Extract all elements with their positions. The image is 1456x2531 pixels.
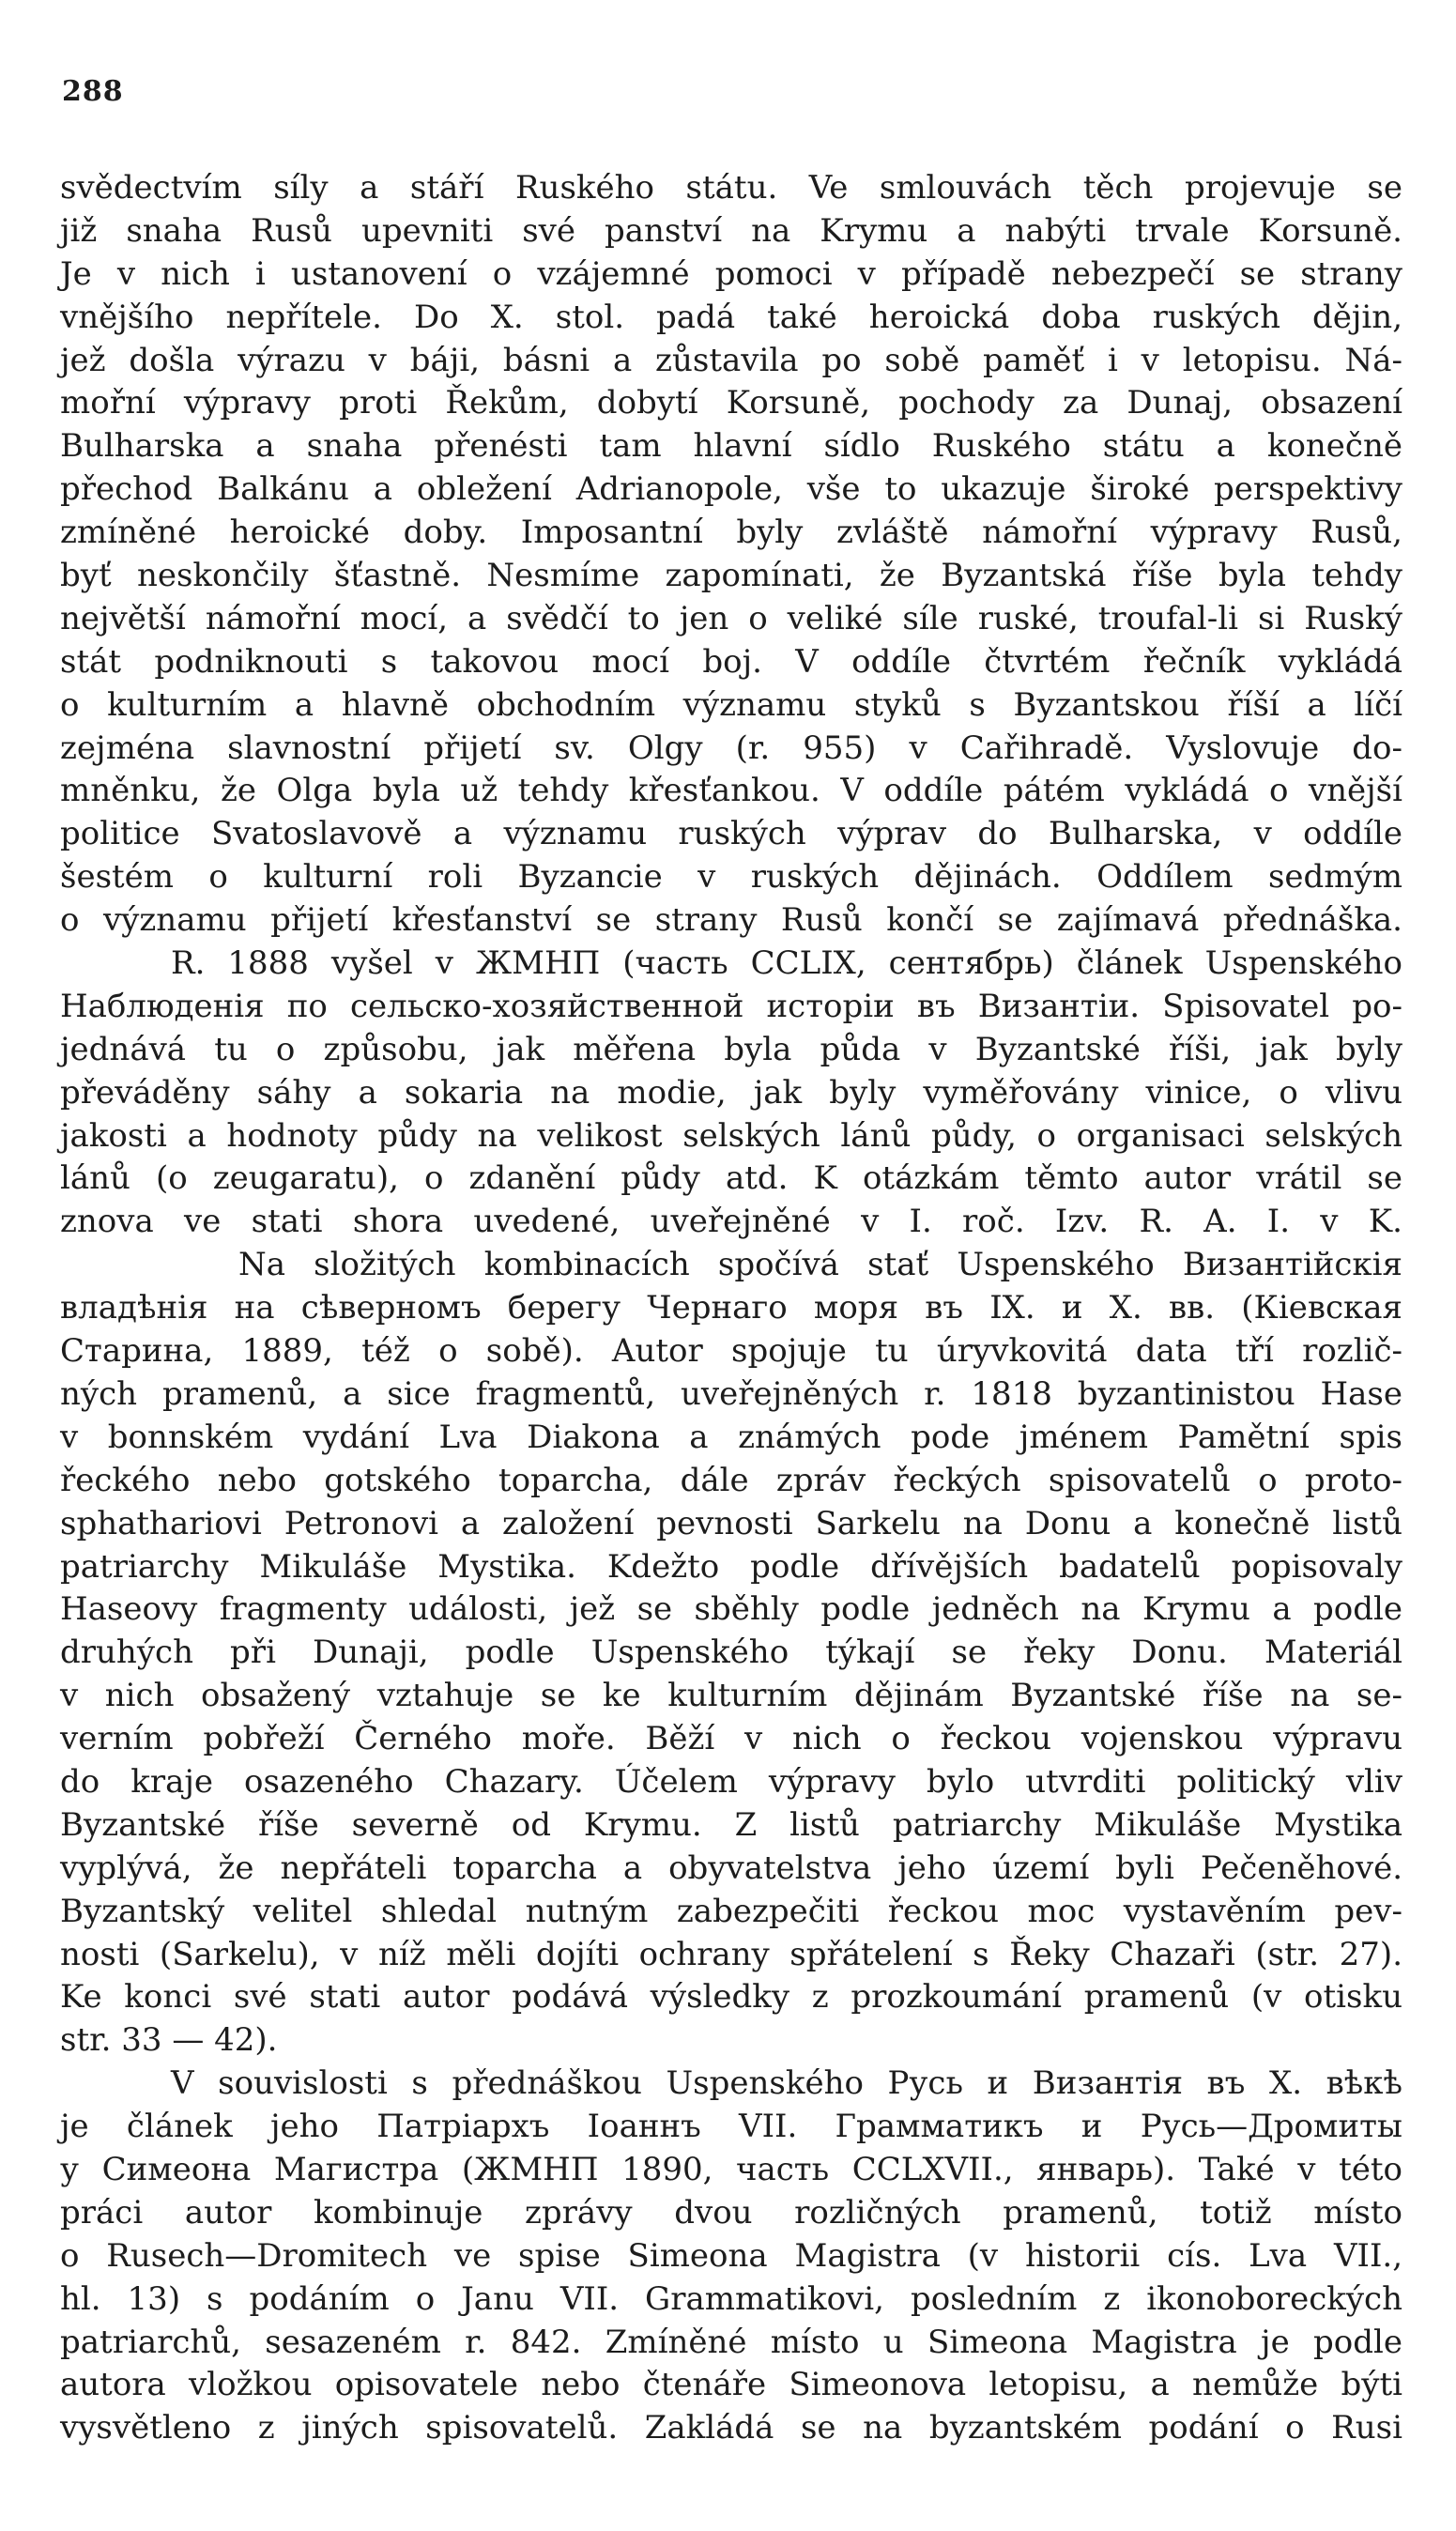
- text-line: jakosti a hodnoty půdy na velikost selských lánů půdy, o organisaci selských: [60, 1116, 1402, 1155]
- text-line: řeckého nebo gotského toparcha, dále zpráv řeckých spisovatelů o proto-: [60, 1461, 1402, 1499]
- text-line: Ke konci své stati autor podává výsledky z prozkoumání pramenů (v otisku: [60, 1978, 1402, 2017]
- text-line: největší námořní mocí, a svědčí to jen o veliké síle ruské, troufal-li si Ruský: [60, 599, 1402, 637]
- text-line: владѣнія на сѣверномъ берегу Чернаго моря въ IX. и X. вв. (Кіевская: [60, 1289, 1402, 1327]
- text-line: у Симеона Магистра (ЖМНП 1890, часть CCLXVII., январь). Také v této: [60, 2150, 1402, 2188]
- text-line: o kulturním a hlavně obchodním významu styků s Byzantskou říší a líčí: [60, 685, 1402, 724]
- text-line: již snaha Rusů upevniti své panství na Krymu a nabýti trvale Korsuně.: [60, 211, 1402, 250]
- text-line: patriarchů, sesazeném r. 842. Zmíněné místo u Simeona Magistra je podle: [60, 2323, 1402, 2361]
- text-line: verním pobřeží Černého moře. Běží v nich o řeckou vojenskou výpravu: [60, 1720, 1402, 1758]
- text-line: politice Svatoslavově a významu ruských výprav do Bulharska, v oddíle: [60, 815, 1402, 853]
- text-line: autora vložkou opisovatele nebo čtenáře Simeonova letopisu, a nemůže býti: [60, 2366, 1402, 2404]
- text-line: zmíněné heroické doby. Imposantní byly zvláště námořní výpravy Rusů,: [60, 514, 1402, 552]
- text-line: patriarchy Mikuláše Mystika. Kdežto podle dřívějších badatelů popisovaly: [60, 1547, 1402, 1586]
- text-line: práci autor kombinuje zprávy dvou rozličných pramenů, totiž místo: [60, 2193, 1402, 2232]
- text-line: Na složitých kombinacích spočívá stať Uspenského Византійскія: [238, 1246, 1402, 1284]
- text-line: vnějšího nepřítele. Do X. stol. padá také heroická doba ruských dějin,: [60, 298, 1402, 336]
- text-line: Haseovy fragmenty události, jež se sběhly podle jedněch na Krymu a podle: [60, 1590, 1402, 1629]
- text-line: zejména slavnostní přijetí sv. Olgy (r. 955) v Cařihradě. Vyslovuje do-: [60, 729, 1402, 767]
- text-line: R. 1888 vyšel v ЖМНП (часть CCLIX, сентябрь) článek Uspenského: [171, 944, 1402, 983]
- text-line: vysvětleno z jiných spisovatelů. Zakládá se na byzantském podání o Rusi: [60, 2409, 1402, 2447]
- text-line: lánů (o zeugaratu), o zdanění půdy atd. K otázkám těmto autor vrátil se: [60, 1159, 1402, 1198]
- text-line: je článek jeho Патріархъ Іоаннъ VII. Грамматикъ и Русь—Дромиты: [60, 2108, 1402, 2146]
- text-line: převáděny sáhy a sokaria na modie, jak byly vyměřovány vinice, o vlivu: [60, 1073, 1402, 1112]
- text-line: Byzantské říše severně od Krymu. Z listů patriarchy Mikuláše Mystika: [60, 1805, 1402, 1844]
- text-line: v nich obsažený vztahuje se ke kulturním dějinám Byzantské říše na se-: [60, 1677, 1402, 1715]
- text-line: hl. 13) s podáním o Janu VII. Grammatikovi, posledním z ikonoboreckých: [60, 2279, 1402, 2318]
- text-line: Je v nich i ustanovení o vzájemné pomoci v případě nebezpečí se strany: [60, 254, 1402, 293]
- text-line: svědectvím síly a stáří Ruského státu. Ve smlouvách těch projevuje se: [60, 169, 1402, 207]
- text-line: str. 33 — 42).: [60, 2021, 278, 2060]
- text-line: o Rusech—Dromitech ve spise Simeona Magistra (v historii cís. Lva VII.,: [60, 2236, 1402, 2275]
- text-line: o významu přijetí křesťanství se strany Rusů končí se zajímavá přednáška.: [60, 901, 1402, 940]
- text-line: Byzantský velitel shledal nutným zabezpečiti řeckou moc vystavěním pev-: [60, 1892, 1402, 1930]
- text-line: do kraje osazeného Chazary. Účelem výpravy bylo utvrditi politický vliv: [60, 1762, 1402, 1801]
- text-line: v bonnském vydání Lva Diakona a známých pode jménem Pamětní spis: [60, 1418, 1402, 1456]
- text-line: sphathariovi Petronovi a založení pevnosti Sarkelu na Donu a konečně listů: [60, 1504, 1402, 1542]
- text-line: nosti (Sarkelu), v níž měli dojíti ochrany spřátelení s Řeky Chazaři (str. 27).: [60, 1935, 1402, 1973]
- text-line: jednává tu o způsobu, jak měřena byla půda v Byzantské říši, jak byly: [60, 1030, 1402, 1068]
- text-line: V souvislosti s přednáškou Uspenského Русь и Византія въ X. вѣкѣ: [171, 2064, 1402, 2103]
- text-line: šestém o kulturní roli Byzancie v ruských dějinách. Oddílem sedmým: [60, 858, 1402, 897]
- text-line: jež došla výrazu v báji, básni a zůstavila po sobě paměť i v letopisu. Ná-: [60, 341, 1402, 379]
- text-line: mořní výpravy proti Řekům, dobytí Korsuně, pochody za Dunaj, obsazení: [60, 384, 1402, 422]
- text-line: mněnku, že Olga byla už tehdy křesťankou. V oddíle pátém vykládá o vnější: [60, 772, 1402, 810]
- text-line: Bulharska a snaha přenésti tam hlavní sídlo Ruského státu a konečně: [60, 427, 1402, 466]
- text-line: Наблюденія по сельско-хозяйственной исторіи въ Византіи. Spisovatel po-: [60, 987, 1402, 1025]
- page-number: 288: [62, 75, 124, 108]
- body-text: [60, 167, 1402, 2450]
- text-line: znova ve stati shora uvedené, uveřejněné v I. roč. Izv. R. A. I. v K.: [60, 1203, 1402, 1241]
- text-line: ných pramenů, a sice fragmentů, uveřejněných r. 1818 byzantinistou Hase: [60, 1374, 1402, 1413]
- text-line: vyplývá, že nepřáteli toparcha a obyvatelstva jeho území byli Pečeněhové.: [60, 1848, 1402, 1887]
- text-line: stát podniknouti s takovou mocí boj. V oddíle čtvrtém řečník vykládá: [60, 642, 1402, 681]
- text-line: byť neskončily šťastně. Nesmíme zapomínati, že Byzantská říše byla tehdy: [60, 557, 1402, 595]
- text-line: přechod Balkánu a obležení Adrianopole, vše to ukazuje široké perspektivy: [60, 470, 1402, 509]
- text-line: Старина, 1889, též o sobě). Autor spojuje tu úryvkovitá data tří rozlič-: [60, 1332, 1402, 1371]
- text-line: druhých při Dunaji, podle Uspenského týkají se řeky Donu. Materiál: [60, 1634, 1402, 1672]
